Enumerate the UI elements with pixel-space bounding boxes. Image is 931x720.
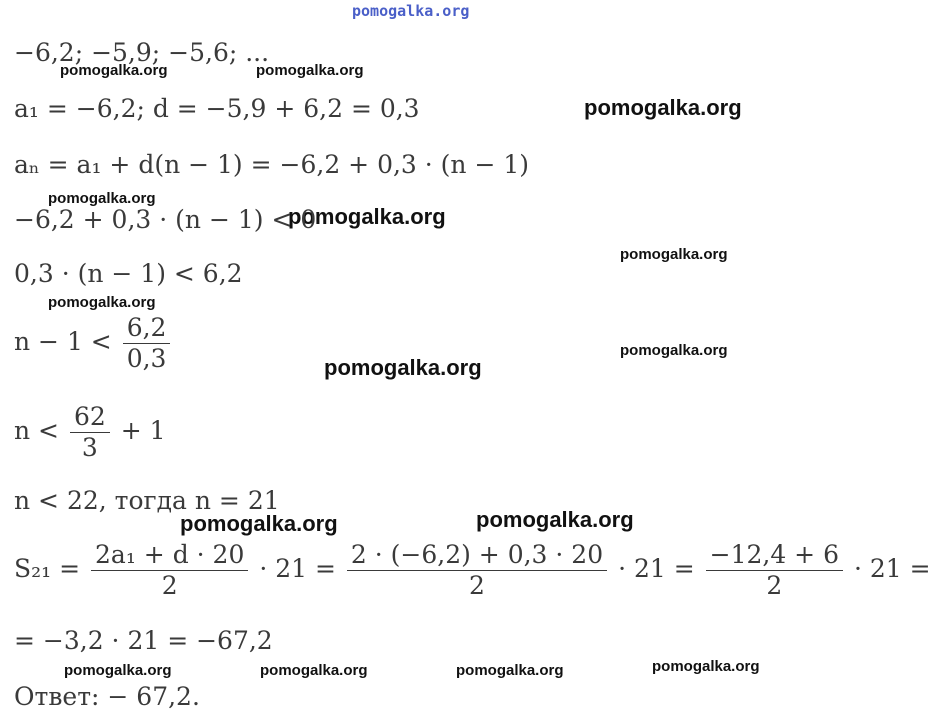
watermark: pomogalka.org <box>48 190 156 207</box>
fraction <box>91 540 248 601</box>
denominator: 2 <box>161 571 178 600</box>
sum-left: S₂₁ = <box>14 554 81 583</box>
denominator: 2 <box>766 571 783 600</box>
watermark: pomogalka.org <box>64 662 172 679</box>
inequality-simplified: 0,3 · (n − 1) < 6,2 <box>14 259 243 288</box>
fraction <box>706 540 843 601</box>
watermark: pomogalka.org <box>48 294 156 311</box>
watermark: pomogalka.org <box>60 62 168 79</box>
general-term-formula: aₙ = a₁ + d(n − 1) = −6,2 + 0,3 · (n − 1) <box>14 150 530 179</box>
numerator: 2 · (−6,2) + 0,3 · 20 <box>347 540 607 571</box>
sequence-line: −6,2; −5,9; −5,6; ... <box>14 38 270 67</box>
watermark: pomogalka.org <box>620 246 728 263</box>
fraction-right: + 1 <box>120 416 166 445</box>
denominator: 3 <box>81 433 98 462</box>
numerator: 6,2 <box>123 313 171 344</box>
n-conclusion: n < 22, тогда n = 21 <box>14 486 280 515</box>
watermark: pomogalka.org <box>324 355 482 380</box>
multiplier: · 21 = <box>618 554 695 583</box>
sum-formula <box>14 540 931 601</box>
watermark: pomogalka.org <box>352 2 470 20</box>
denominator: 2 <box>469 571 485 600</box>
multiplier: · 21 = <box>853 554 931 583</box>
denominator: 0,3 <box>126 344 167 373</box>
watermark: pomogalka.org <box>256 62 364 79</box>
multiplier: · 21 = <box>259 554 336 583</box>
watermark: pomogalka.org <box>260 662 368 679</box>
n-inequality <box>14 402 166 463</box>
fraction <box>70 402 110 463</box>
inequality-line: −6,2 + 0,3 · (n − 1) < 0 <box>14 205 317 234</box>
fraction-left: n − 1 < <box>14 327 112 356</box>
fraction <box>347 540 607 601</box>
answer-line: Ответ: − 67,2. <box>14 682 200 711</box>
watermark: pomogalka.org <box>620 342 728 359</box>
first-term-difference: a₁ = −6,2; d = −5,9 + 6,2 = 0,3 <box>14 94 420 123</box>
watermark: pomogalka.org <box>476 507 634 532</box>
numerator: 2a₁ + d · 20 <box>91 540 248 571</box>
fraction-left: n < <box>14 416 59 445</box>
watermark: pomogalka.org <box>652 658 760 675</box>
numerator: −12,4 + 6 <box>706 540 843 571</box>
watermark: pomogalka.org <box>584 95 742 120</box>
fraction-inequality <box>14 313 173 374</box>
watermark: pomogalka.org <box>180 511 338 536</box>
fraction <box>123 313 171 374</box>
watermark: pomogalka.org <box>456 662 564 679</box>
sum-result: = −3,2 · 21 = −67,2 <box>14 626 273 655</box>
numerator: 62 <box>70 402 110 433</box>
watermark: pomogalka.org <box>288 204 446 229</box>
